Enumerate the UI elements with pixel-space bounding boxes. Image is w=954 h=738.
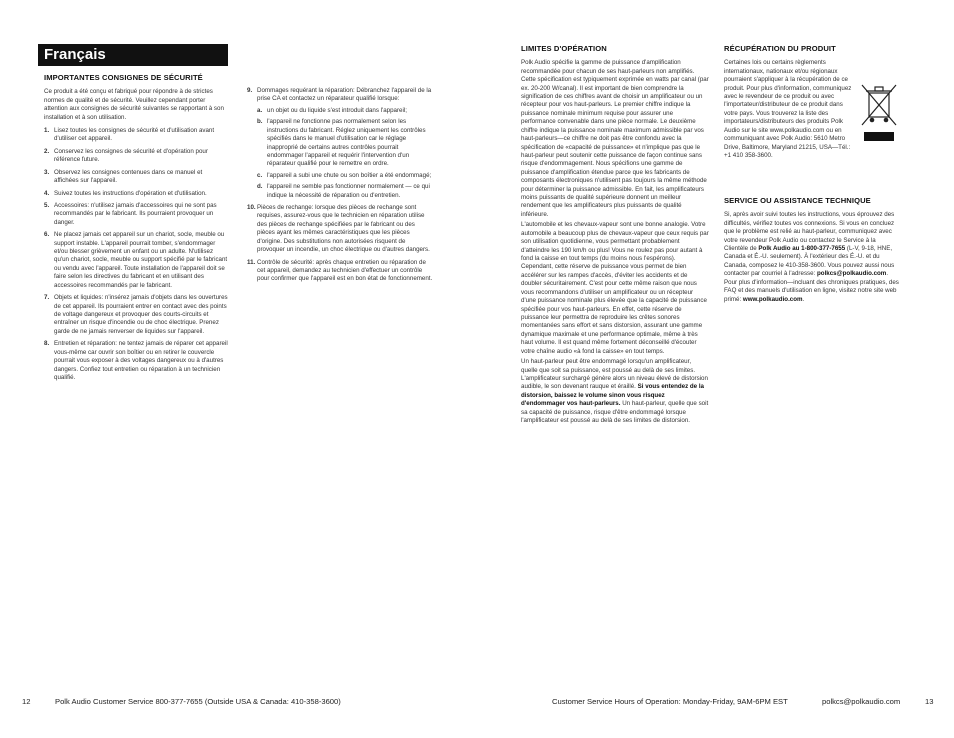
safety-item: 7. Objets et liquides: n'insérez jamais d'objets dans les ouvertures de cet appareil. Ils pourraient entrer en contact avec des points de voltage dangereux et provoquer des courts-circuits et entraîner un risque d'incendie ou de choc électrique. Prenez garde de ne jamais renverser de liquides sur l'appareil. [44,294,228,335]
service-text: Si, après avoir suivi toutes les instructions, vous éprouvez des difficultés, vérifiez toutes vos connexions. Si vous en concluez que le problème est relié au haut-parleur, communiquez avec votre revendeur Polk Audio ou contactez le Service à la Clientèle de Polk Audio au 1-800-377-7655 (L-V, 9-18, HNE, Canada et É.-U. seulement). À l'extérieur des É.-U. et du Canada, composez le 410-358-3600. Vous pouvez aussi nous contacter par courriel à l'adresse: polkcs@polkaudio.com. Pour plus d'information—incluant des chroniques pratiques, des FAQ et des manuels d'utilisation en ligne, visitez notre site web primé: www.polkaudio.com. [724,211,899,303]
recovery-heading: RÉCUPÉRATION DU PRODUIT [724,44,836,53]
safety-item: 6. Ne placez jamais cet appareil sur un chariot, socle, meuble ou support instable. L'appareil pourrait tomber, s'endommager et/ou blesser grièvement un enfant ou un adulte. N'utilisez qu'un chariot, socle, meuble ou support spécifié par le fabricant ou vendu avec l'appareil. Toute installation de l'appareil doit se faire selon les directives du fabricant et en utilisant des accessoires recommandés par le fabricant. [44,231,228,289]
safety-heading: IMPORTANTES CONSIGNES DE SÉCURITÉ [44,73,203,82]
footer-email: polkcs@polkaudio.com [822,697,901,706]
safety-list-left [44,127,228,382]
safety-item: 5. Accessoires: n'utilisez jamais d'accessoires qui ne sont pas recommandés par le fabricant. Ils pourraient provoquer un danger. [44,201,217,226]
service-phone: Polk Audio au 1-800-377-7655 [758,245,846,252]
limits-paragraph: Un haut-parleur peut être endommagé lorsqu'un amplificateur, quelle que soit sa puissance, est poussé au delà de ses limites. L'amplificateur surchargé génère alors un niveau élevé de distorsion audible, le son devenant rauque et éraillé. Si vous entendez de la distorsion, baissez le volume sinon vous risquez d'endommager vos haut-parleurs. Un haut-parleur, quelle que soit sa capacité de puissance, risque d'être endommagé lorsque l'amplificateur est poussé au delà de ses limites de distorsion. [521,358,709,425]
safety-column-middle [247,87,433,288]
recovery-text: Certaines lois ou certains règlements internationaux, nationaux et/ou régionaux pourraient s'appliquer à la récupération de ce produit. Pour plus d'information, communiquez avec le revendeur de ce produit ou avec l'importateur/distributeur de ce produit dans votre pays. Vous trouverez la liste des importateurs/distributeurs des produits Polk Audio sur le site www.polkaudio.com ou en communiquant avec Polk Audio: 5610 Metro Drive, Baltimore, Maryland 21215, USA—Tél.: +1 410 358-3600. [724,59,852,159]
safety-item: 4. Suivez toutes les instructions d'opération et d'utilisation. [44,189,207,197]
safety-intro: Ce produit a été conçu et fabriqué pour répondre à de strictes normes de qualité et de sécurité. Veuillez cependant porter attention aux consignes de sécurité suivantes se rapportant à son installation et à son utilisation. [44,88,224,121]
page-number-right: 13 [925,697,934,706]
safety-subitem: d. l'appareil ne semble pas fonctionner normalement — ce qui indique la nécessité de réparation ou d'entretien. [257,183,430,199]
limits-column [521,44,709,427]
service-email: polkcs@polkaudio.com [817,270,887,278]
limits-heading: LIMITES D'OPÉRATION [521,44,607,53]
safety-subitem: a. un objet ou du liquide s'est introduit dans l'appareil; [257,106,407,114]
footer-customer-service: Polk Audio Customer Service 800-377-7655 (Outside USA & Canada: 410-358-3600) [55,697,341,706]
footer-hours: Customer Service Hours of Operation: Monday-Friday, 9AM-6PM EST [552,697,788,706]
safety-item: 11. Contrôle de sécurité: après chaque entretien ou réparation de cet appareil, demandez au technicien d'effectuer un contrôle pour confirmer que l'appareil est en bon état de fonctionnement. [247,258,433,283]
page-number-left: 12 [22,697,31,706]
safety-list-middle [247,87,433,284]
distortion-warning: Si vous entendez de la distorsion, baissez le volume sinon vous risquez d'endommager vos haut-parleurs. [521,383,705,408]
safety-item: 8. Entretien et réparation: ne tentez jamais de réparer cet appareil vous-même car ouvrir son boîtier ou en retirer le couvercle pourrait vous exposer à des voltages dangereux ou à d'autres dangers. Confiez tout entretien ou réparation à un technicien qualifié. [44,340,228,381]
safety-item: 1. Lisez toutes les consignes de sécurité et d'utilisation avant d'utiliser cet appareil. [44,127,215,143]
limits-paragraph: L'automobile et les chevaux-vapeur sont une bonne analogie. Votre automobile a beaucoup plus de chevaux-vapeur que ceux requis par son utilisation quotidienne, vous permettant probablement d'atteindre les 190 km/h ou plus! Vous ne roulez pas pour autant à fond la caisse en tout temps (du moins nous l'espérons). Cependant, cette réserve de puissance vous permet de bien accélérer sur les rampes d'accès, d'éviter les accidents et de doubler sécuritairement. C'est pour cette même raison que nous vous recommandons d'utiliser un amplificateur ou un récepteur d'une puissance nominale plus élevée que la capacité de puissance spécifiée pour vos haut-parleurs. En effet, cette réserve de puissance leur permettra de reproduire les crêtes sonores momentanées sans effort et sans distorsion, assurant une gamme dynamique maximale et une performance optimale, même à très haut volume. Il est quand même fortement déconseillé d'écouter votre chaîne audio «à fond la caisse» en tout temps. [521,221,709,355]
safety-subitem: b. l'appareil ne fonctionne pas normalement selon les instructions du fabricant. Réglez uniquement les contrôles spécifiés dans le manuel d'utilisation car le réglage inapproprié de certains autres contrôles pourrait endommager l'appareil et requérir l'intervention d'un réparateur qualifié pour le remettre en ordre. [257,118,426,168]
weee-bin-icon [858,79,900,147]
section-banner-francais: Français [38,44,228,66]
safety-item: 10. Pièces de rechange: lorsque des pièces de rechange sont requises, assurez-vous que le technicien en réparation utilise des pièces de rechange spécifiées par le fabricant ou des pièces ayant les mêmes caractéristiques que les pièces d'origine. Des substitutions non autorisées risquent de provoquer un incendie, un choc électrique ou d'autres dangers. [247,204,430,254]
service-website: www.polkaudio.com [742,295,803,303]
service-heading: SERVICE OU ASSISTANCE TECHNIQUE [724,196,871,205]
safety-item: 9. Dommages requérant la réparation: Débranchez l'appareil de la prise CA et contactez un réparateur qualifié lorsque: a. un objet ou du liquide s'est introduit dans l'appareil; b. l'appareil ne fonctionne pas normalement selon les instructions du fabricant. Réglez uniquement les contrôles spécifiés dans le manuel d'utilisation car le réglage inapproprié de certains autres contrôles pourrait endommager l'appareil et requérir l'intervention d'un réparateur qualifié pour le remettre en ordre. c. l'appareil a subi une chute ou son boîtier a été endommagé; d. l'appareil ne semble pas fonctionner normalement — ce qui indique la nécessité de réparation ou d'entretien. [247,87,432,199]
safety-column-left [44,73,228,386]
service-section [724,196,900,306]
limits-paragraph: Polk Audio spécifie la gamme de puissance d'amplification recommandée pour chacun de ses haut-parleurs non amplifiés. Cette spécification est typiquement exprimée en watts par canal (par ex. 20-200 W/canal). Il est important de bien comprendre la signification de ces chiffres avant de choisir un amplificateur ou un récepteur pour vos haut-parleurs. Le premier chiffre indique la puissance nominale minimum requise pour assurer une performance convenable dans une pièce normale. Le deuxième chiffre indique la puissance nominale maximum admissible par vos haut-parleurs—ce chiffre ne doit pas être confondu avec la spécification de «capacité de puissance» et n'implique pas que le haut-parleur peut soutenir cette puissance de façon continue sans risque d'endommagement. Nous spécifions une gamme de puissance d'amplification étendue parce que les fabricants de composants électroniques n'utilisent pas toujours la même méthode pour déterminer la puissance admissible. En fait, les amplificateurs moins puissants de qualité supérieure donnent un meilleur rendement que les amplificateurs plus puissants de qualité inférieure. [521,59,709,218]
safety-item: 2. Conservez les consignes de sécurité et d'opération pour référence future. [44,147,208,164]
safety-item: 3. Observez les consignes contenues dans ce manuel et affichées sur l'appareil. [44,168,203,185]
safety-subitem: c. l'appareil a subi une chute ou son boîtier a été endommagé; [257,171,432,179]
